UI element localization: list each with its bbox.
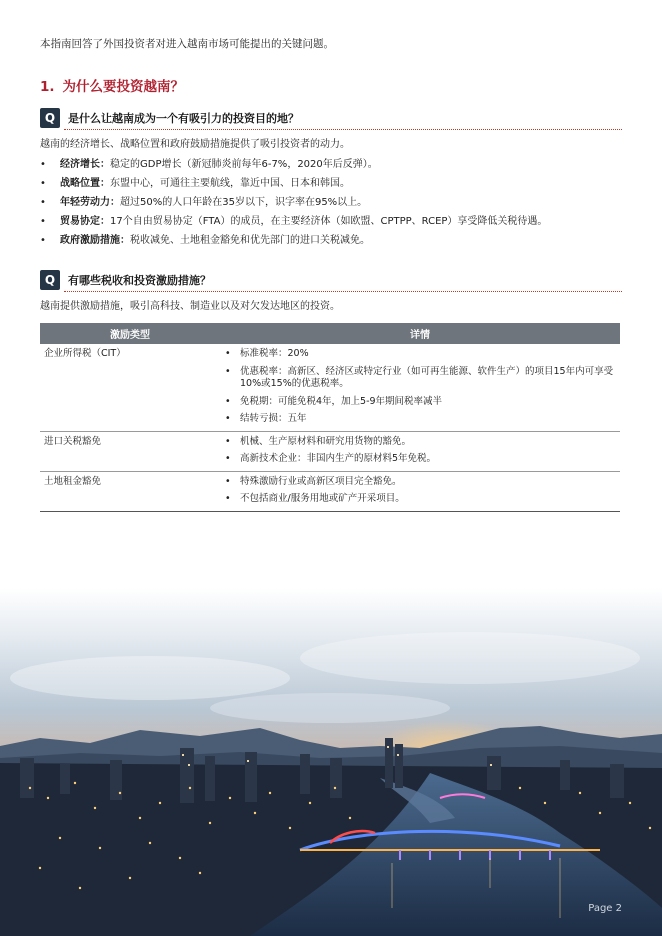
question-heading-1: [40, 108, 622, 130]
incentive-type: 进口关税豁免: [40, 431, 220, 471]
answer-text: 越南提供激励措施，吸引高科技、制造业以及对欠发达地区的投资。: [40, 301, 340, 312]
list-item: • 年轻劳动力：超过50%的人口年龄在35岁以下，识字率在95%以上。: [40, 193, 630, 212]
dotted-divider: [64, 291, 622, 292]
bullet-icon: •: [40, 216, 46, 227]
column-header-type: 激励类型: [40, 323, 220, 344]
intro-text: 本指南回答了外国投资者对进入越南市场可能提出的关键问题。: [40, 38, 334, 50]
incentive-details: [220, 471, 620, 511]
incentive-details: [220, 431, 620, 471]
question-text: 是什么让越南成为一个有吸引力的投资目的地？: [68, 112, 299, 125]
table-header-row: [40, 323, 620, 344]
bullet-icon: •: [225, 395, 231, 407]
list-item: • 经济增长：稳定的GDP增长（新冠肺炎前每年6-7%，2020年后反弹）。: [40, 155, 630, 174]
section-title: 为什么要投资越南？: [62, 79, 185, 95]
table-row: [40, 471, 620, 511]
bullet-icon: •: [40, 197, 46, 208]
bullet-icon: •: [225, 365, 231, 377]
detail-item: • 高新技术企业：非国内生产的原材料5年免税。: [225, 453, 437, 464]
detail-item: • 结转亏损：五年: [225, 413, 307, 424]
bullet-icon: •: [40, 235, 46, 246]
list-item: • 贸易协定：17个自由贸易协定（FTA）的成员，在主要经济体（如欧盟、CPTPP、RCEP）享受降低关税待遇。: [40, 212, 630, 231]
q-badge: Q: [40, 270, 60, 290]
bullet-icon: •: [40, 159, 46, 170]
bullet-icon: •: [225, 493, 231, 504]
bullet-icon: •: [225, 348, 231, 359]
table-row: [40, 431, 620, 471]
incentive-details: [220, 344, 620, 431]
bullet-icon: •: [40, 178, 46, 189]
question-heading-2: [40, 270, 622, 292]
city-skyline-image: [0, 588, 662, 936]
city-skyline-illustration: [0, 588, 662, 936]
detail-item: • 优惠税率：高新区、经济区或特定行业（如可再生能源、软件生产）的项目15年内可享受10%或15%的优惠税率。: [225, 365, 614, 389]
bullet-icon: •: [225, 453, 231, 464]
bullet-icon: •: [225, 475, 231, 487]
list-item: • 战略位置：东盟中心，可通往主要航线，靠近中国、日本和韩国。: [40, 174, 630, 193]
section-heading: [40, 75, 184, 95]
page-number: Page 2: [588, 903, 622, 914]
detail-item: • 机械、生产原材料和研究用货物的豁免。: [225, 435, 412, 447]
incentive-type: 企业所得税（CIT）: [40, 344, 220, 431]
detail-item: • 标准税率：20%: [225, 348, 309, 359]
detail-item: • 不包括商业/服务用地或矿产开采项目。: [225, 493, 405, 504]
reasons-list: [40, 155, 630, 250]
column-header-details: 详情: [220, 323, 620, 344]
q-badge: Q: [40, 108, 60, 128]
detail-item: • 免税期：可能免税4年，加上5-9年期间税率减半: [225, 395, 443, 407]
question-text: 有哪些税收和投资激励措施？: [68, 274, 211, 287]
bullet-icon: •: [225, 435, 231, 447]
detail-item: • 特殊激励行业或高新区项目完全豁免。: [225, 475, 402, 487]
section-number: 1.: [40, 79, 55, 95]
answer-text: 越南的经济增长、战略位置和政府鼓励措施提供了吸引投资者的动力。: [40, 139, 350, 150]
incentive-type: 土地租金豁免: [40, 471, 220, 511]
table-row: [40, 344, 620, 431]
bullet-icon: •: [225, 413, 231, 424]
dotted-divider: [64, 129, 622, 130]
list-item: • 政府激励措施：税收减免、土地租金豁免和优先部门的进口关税减免。: [40, 231, 630, 250]
incentives-table: [40, 323, 620, 512]
